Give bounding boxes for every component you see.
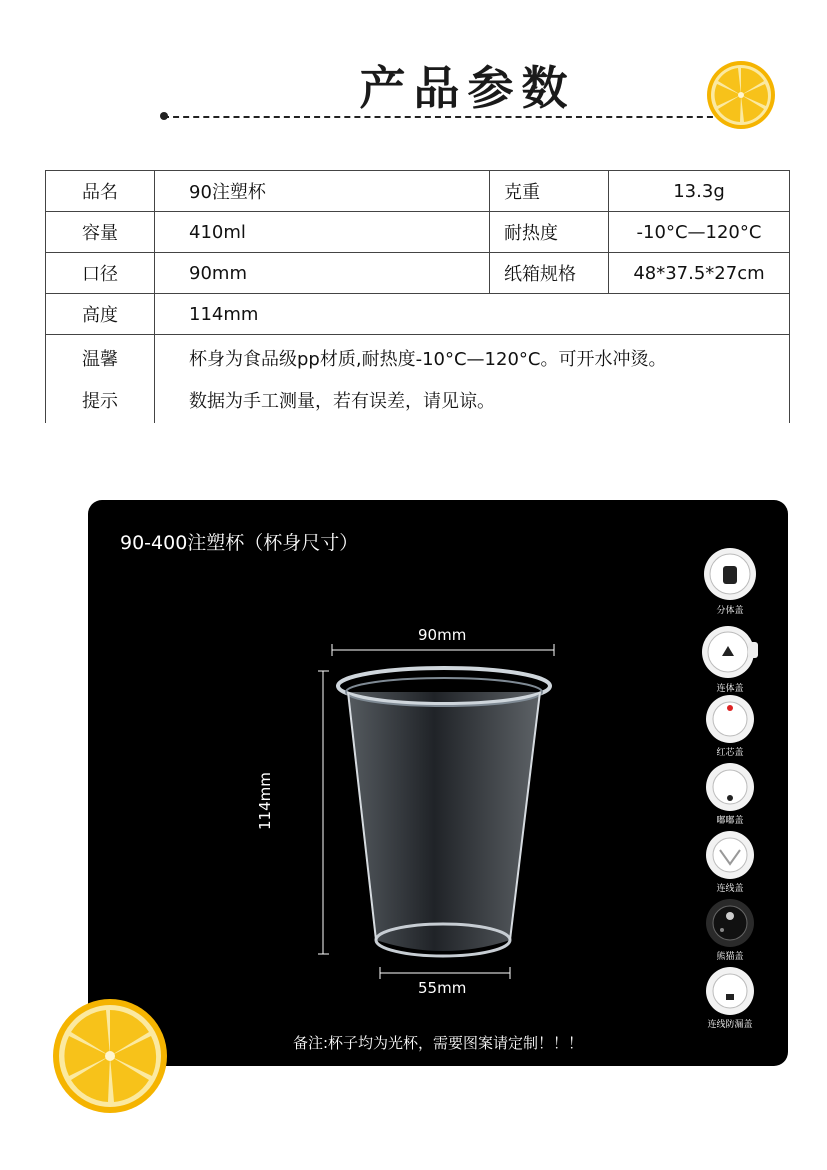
lemon-slice-icon [52,998,168,1118]
spec-value: 13.3g [609,171,790,212]
lid-item [692,966,768,1030]
lid-item [692,624,768,694]
lid-label: 熊猫盖 [716,952,744,962]
spec-key: 纸箱规格 [490,253,609,294]
spec-key: 容量 [46,212,155,253]
spec-value: 90注塑杯 [155,171,490,212]
spec-key: 克重 [490,171,609,212]
spec-value: 90mm [155,253,490,294]
lid-icon [702,830,758,880]
table-row [46,294,790,335]
spec-key: 口径 [46,253,155,294]
page-title: 产品参数 [359,61,576,115]
lid-item [692,762,768,826]
top-diameter-label: 90mm [418,626,467,644]
tip-label-line: 提示 [82,391,118,412]
height-label: 114mm [256,772,274,830]
spec-table [45,170,790,423]
tip-line: 数据为手工测量，若有误差，请见谅。 [189,391,495,412]
spec-value: -10°C—120°C [609,212,790,253]
footnote: 备注:杯子均为光杯，需要图案请定制！！！ [292,1034,584,1052]
lemon-slice-icon [706,60,776,134]
table-row [46,212,790,253]
panel-title: 90-400注塑杯（杯身尺寸） [120,532,359,554]
lid-item [692,830,768,894]
tip-line: 杯身为食品级pp材质,耐热度-10°C—120°C。可开水冲烫。 [189,349,667,370]
spec-value: 410ml [155,212,490,253]
tip-label [46,335,155,424]
spec-key: 高度 [46,294,155,335]
spec-value: 114mm [155,294,790,335]
spec-key: 品名 [46,171,155,212]
lid-label: 红芯盖 [716,748,744,758]
lid-label: 分体盖 [716,606,744,616]
lid-item [692,694,768,758]
lid-label: 连体盖 [716,684,744,694]
table-row [46,335,790,424]
lid-label: 连线盖 [716,884,744,894]
tip-label-line: 温馨 [82,349,118,370]
lid-icon [702,546,758,602]
cup-image [318,640,568,990]
table-row [46,171,790,212]
lid-icon [702,762,758,812]
table-row [46,253,790,294]
lid-icon [700,624,760,680]
spec-key: 耐热度 [490,212,609,253]
lid-label: 嘟嘟盖 [716,816,744,826]
lid-item [692,546,768,616]
lid-icon [702,898,758,948]
lid-item [692,898,768,962]
lid-icon [702,966,758,1016]
spec-value: 48*37.5*27cm [609,253,790,294]
product-panel [88,500,788,1066]
title-divider [163,116,723,118]
lid-label: 连线防漏盖 [707,1020,753,1030]
lid-icon [702,694,758,744]
tip-text [155,335,790,424]
bottom-diameter-label: 55mm [418,979,467,997]
